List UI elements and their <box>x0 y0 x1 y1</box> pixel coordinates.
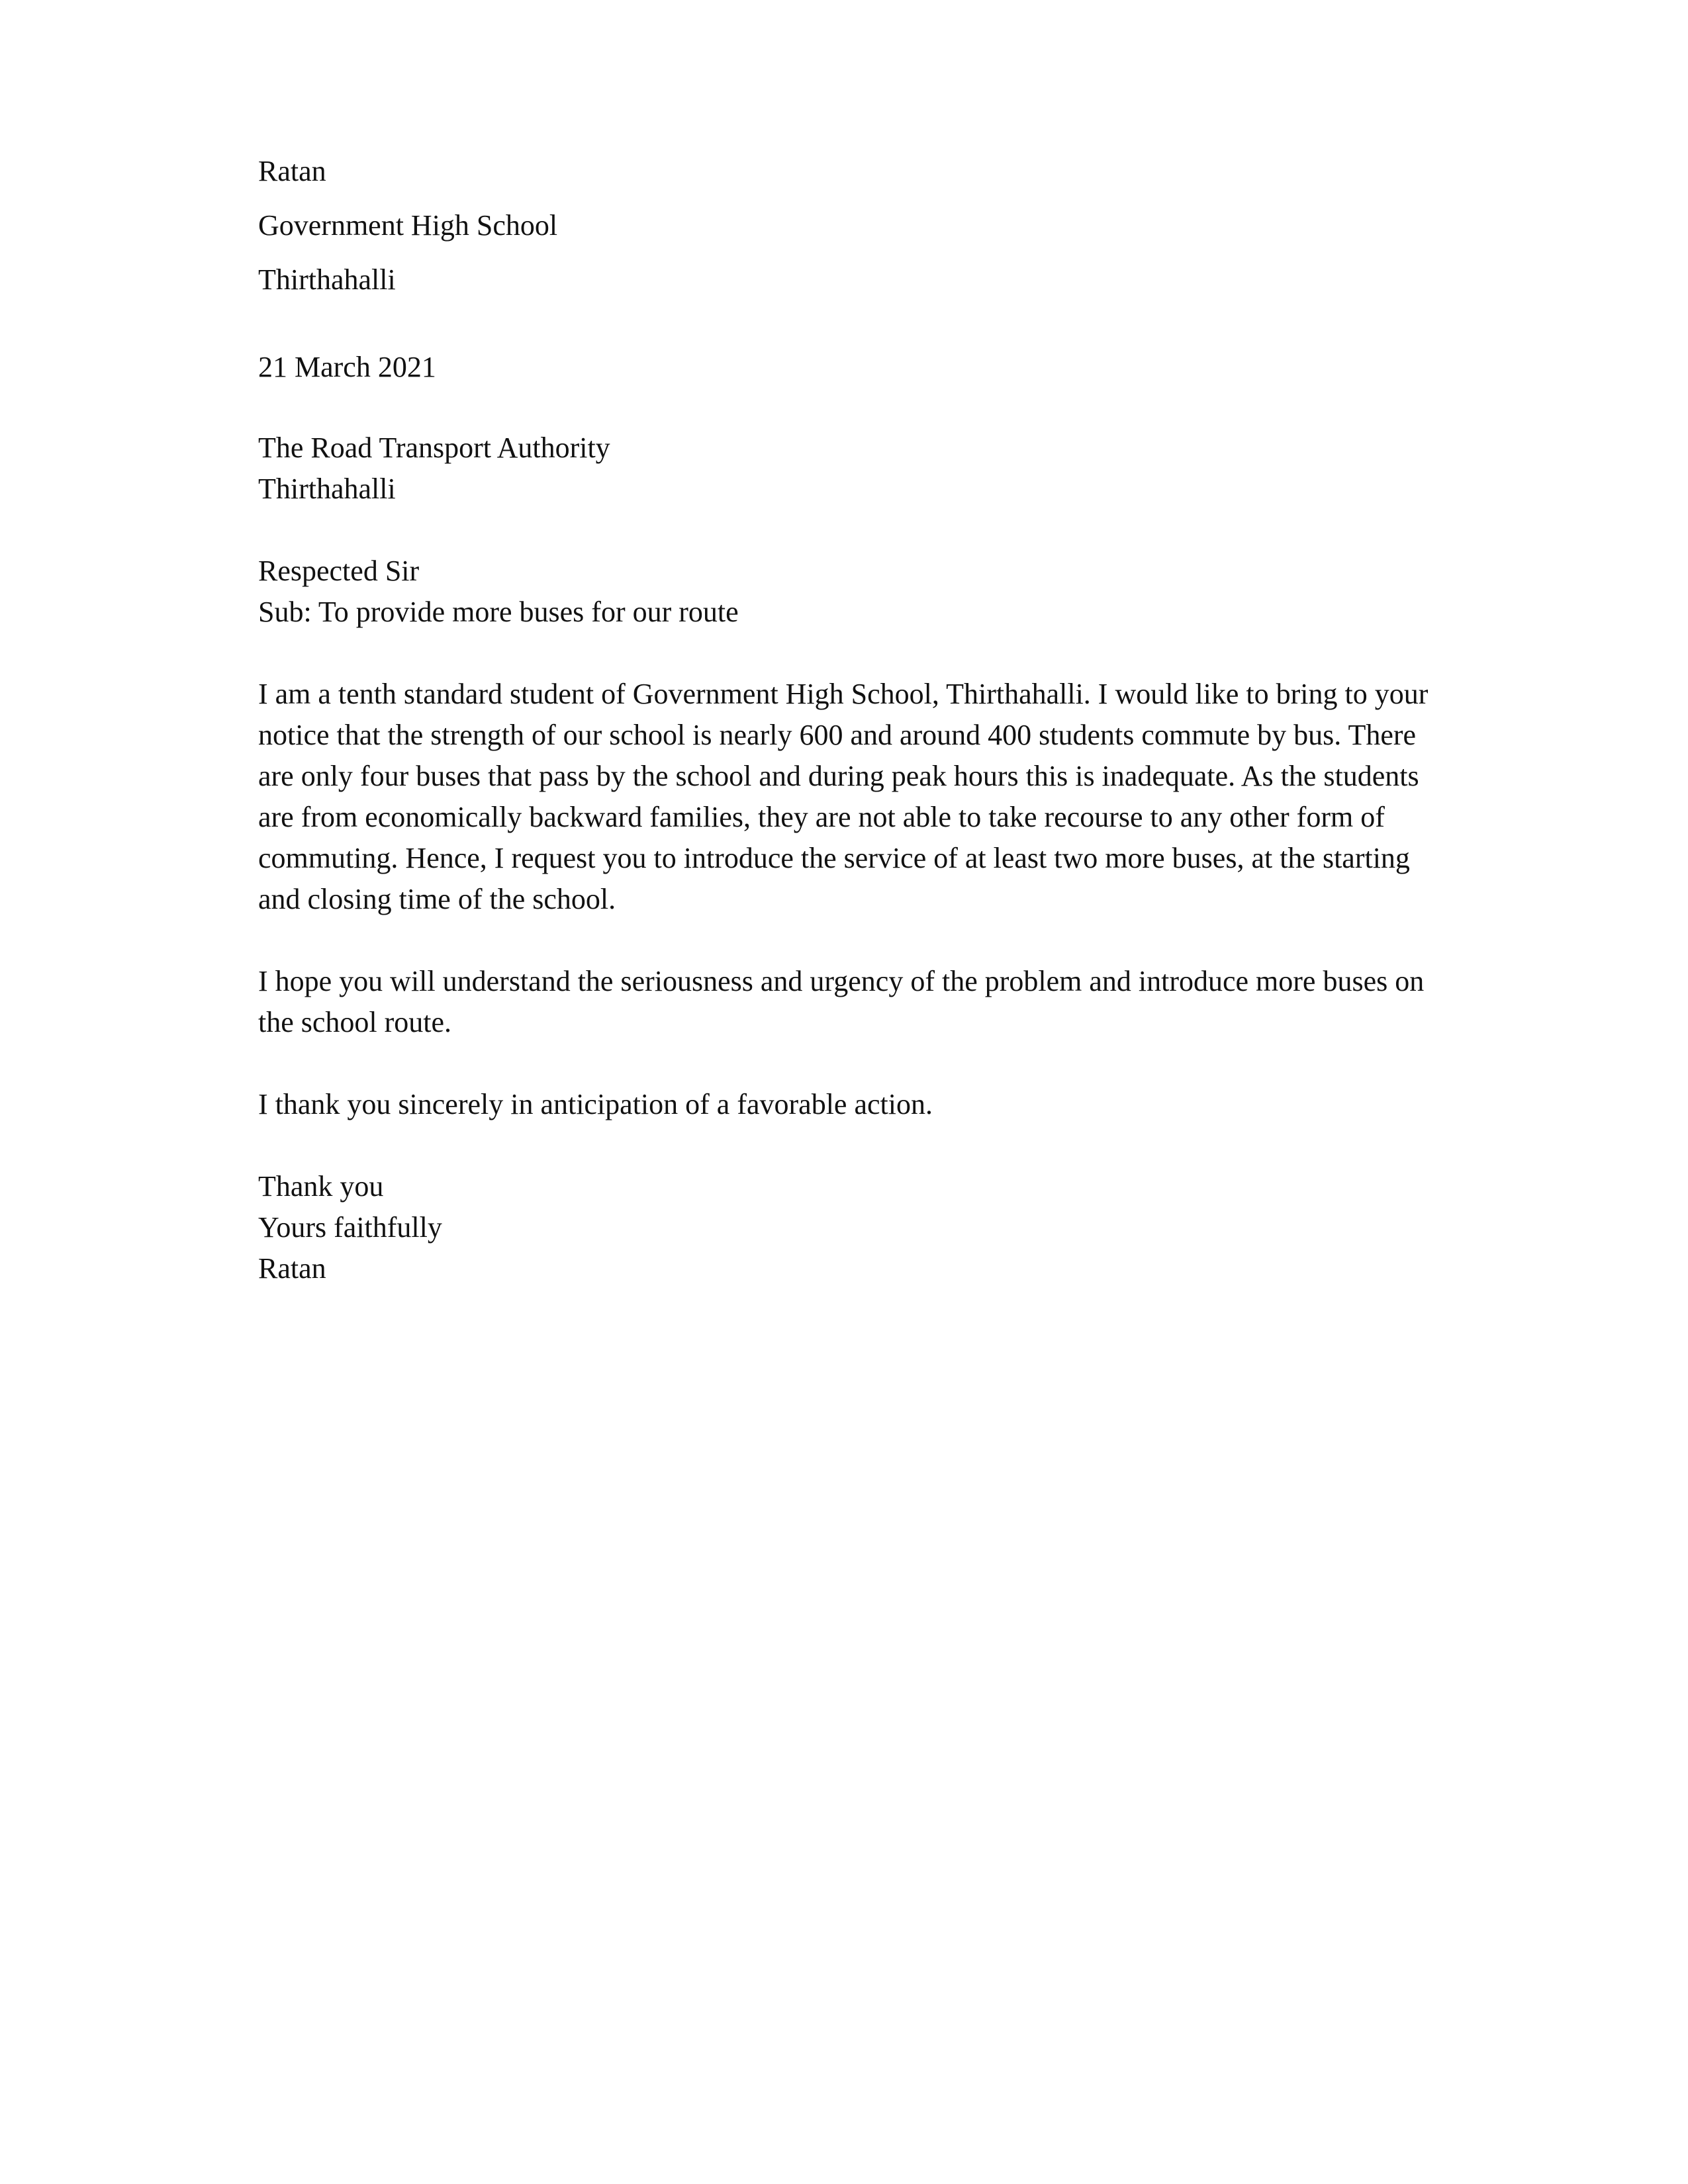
salutation: Respected Sir <box>258 555 420 587</box>
letter-date: 21 March 2021 <box>258 351 436 383</box>
closing-valediction: Yours faithfully <box>258 1211 442 1244</box>
sender-place: Thirthahalli <box>258 263 396 296</box>
sender-address <box>258 144 1443 307</box>
body-paragraph-3: I thank you sincerely in anticipation of a favorable action. <box>258 1088 933 1120</box>
subject-line: Sub: To provide more buses for our route <box>258 596 739 628</box>
body-paragraph-2: I hope you will understand the seriousness and urgency of the problem and introduce more buses on the school route. <box>258 965 1425 1038</box>
body-paragraph-1: I am a tenth standard student of Government High School, Thirthahalli. I would like to bring to your notice that the strength of our school is nearly 600 and around 400 students commute by bus. There are only four buses that pass by the school and during peak hours this is inadequate. As the students are from economically backward families, they are not able to take recourse to any other form of commuting. Hence, I request you to introduce the service of at least two more buses, at the starting and closing time of the school. <box>258 678 1429 915</box>
closing-thanks: Thank you <box>258 1170 384 1203</box>
recipient-name: The Road Transport Authority <box>258 432 610 464</box>
letter-body <box>258 144 1443 1289</box>
signature-name: Ratan <box>258 1252 326 1285</box>
letter-date-block <box>258 347 1443 388</box>
closing-block <box>258 1166 1443 1289</box>
recipient-address <box>258 428 1443 510</box>
salutation-block <box>258 551 1443 633</box>
sender-name: Ratan <box>258 155 326 187</box>
sender-school: Government High School <box>258 209 558 242</box>
recipient-place: Thirthahalli <box>258 473 396 505</box>
